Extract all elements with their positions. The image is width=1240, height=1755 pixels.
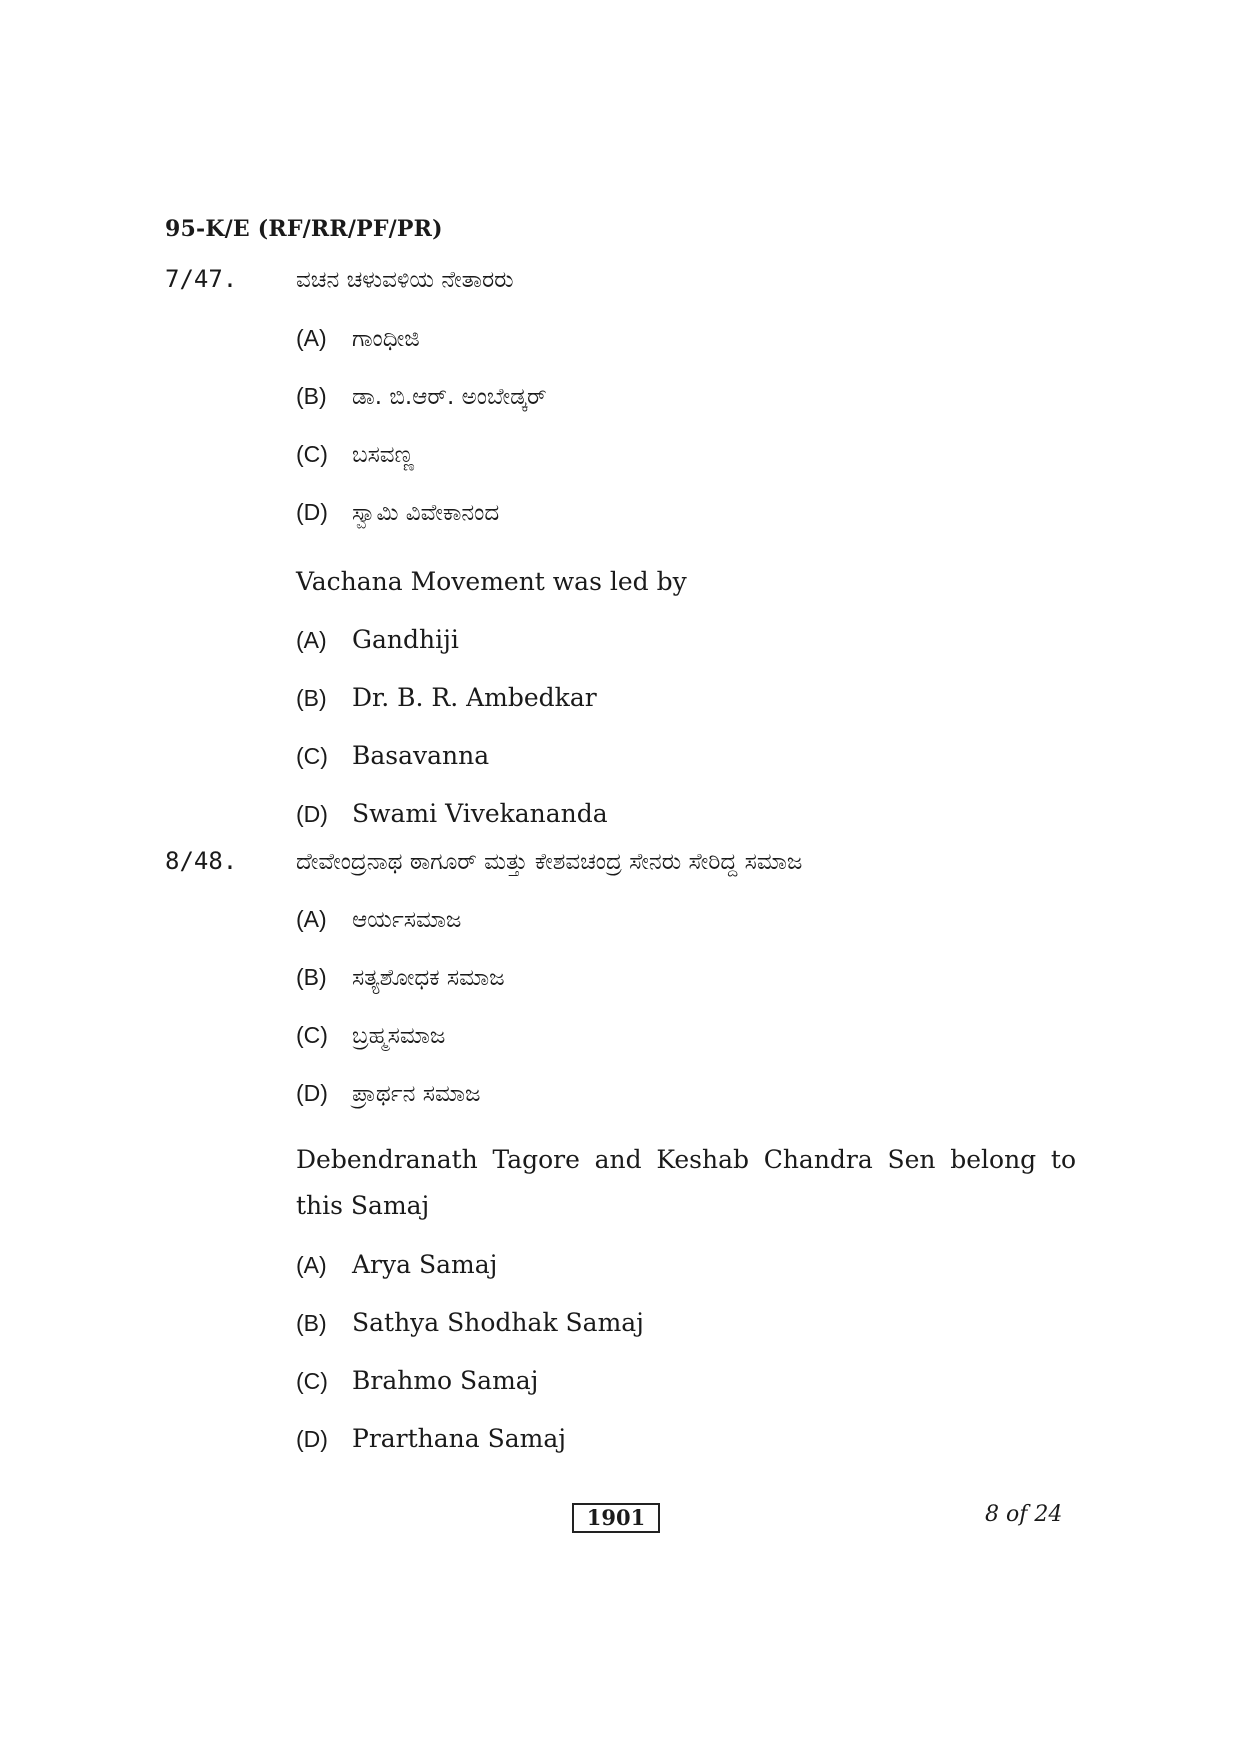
option-label: (B) [296,383,327,409]
option-label: (B) [296,685,327,711]
option-label: (C) [296,1022,328,1048]
question-text-english: Debendranath Tagore and Keshab Chandra Sen belong to this Samaj [296,1145,1076,1220]
option-text: Gandhiji [352,625,459,654]
paper-code-box: 1901 [572,1503,660,1533]
option-label: (A) [296,627,327,653]
option-english [296,1250,497,1279]
option-text: ಸ್ವಾಮಿ ವಿವೇಕಾನಂದ [352,500,500,526]
question-number: 7/47. [165,265,238,293]
option-label: (D) [296,1426,328,1452]
option-label: (A) [296,1252,327,1278]
option-kannada [296,383,547,410]
option-text: ಆರ್ಯಸಮಾಜ [352,907,462,933]
option-text: ಪ್ರಾರ್ಥನ ಸಮಾಜ [352,1081,481,1107]
option-text: ಬ್ರಹ್ಮಸಮಾಜ [352,1023,446,1049]
question-number: 8/48. [165,847,238,875]
option-kannada [296,1080,480,1107]
option-text: ಬಸವಣ್ಣ [352,442,415,468]
question-text-kannada: ದೇವೇಂದ್ರನಾಥ ಠಾಗೂರ್ ಮತ್ತು ಕೇಶವಚಂದ್ರ ಸೇನರು ಸೇರಿದ್ದ ಸಮಾಜ [296,849,803,875]
paper-code-header: 95-K/E (RF/RR/PF/PR) [165,216,443,242]
option-text: Prarthana Samaj [352,1424,567,1453]
option-kannada [296,499,499,526]
option-english [296,799,608,828]
option-english [296,1366,538,1395]
option-kannada [296,906,461,933]
option-label: (C) [296,441,328,467]
option-text: ಗಾಂಧೀಜಿ [352,326,420,352]
option-english [296,741,489,770]
option-english [296,683,597,712]
option-kannada [296,325,420,352]
option-text: Swami Vivekananda [352,799,608,828]
option-english [296,1424,566,1453]
option-label: (B) [296,964,327,990]
question-text-english: Vachana Movement was led by [296,567,687,596]
option-label: (A) [296,325,327,351]
option-text: Sathya Shodhak Samaj [352,1308,644,1337]
option-label: (D) [296,801,328,827]
option-english [296,625,459,654]
option-text: Dr. B. R. Ambedkar [352,683,597,712]
question-text-kannada: ವಚನ ಚಳುವಳಿಯ ನೇತಾರರು [296,267,514,293]
option-label: (C) [296,1368,328,1394]
option-english [296,1308,644,1337]
option-label: (D) [296,1080,328,1106]
option-label: (D) [296,499,328,525]
option-text: ಸತ್ಯಶೋಧಕ ಸಮಾಜ [352,965,505,991]
option-label: (C) [296,743,328,769]
option-label: (A) [296,906,327,932]
option-text: Brahmo Samaj [352,1366,539,1395]
option-kannada [296,441,414,468]
option-kannada [296,964,505,991]
option-text: ಡಾ. ಬಿ.ಆರ್. ಅಂಬೇಡ್ಕರ್ [352,384,547,410]
page-number: 8 of 24 [985,1502,1063,1527]
option-text: Arya Samaj [352,1250,498,1279]
option-text: Basavanna [352,741,490,770]
option-label: (B) [296,1310,327,1336]
option-kannada [296,1022,445,1049]
